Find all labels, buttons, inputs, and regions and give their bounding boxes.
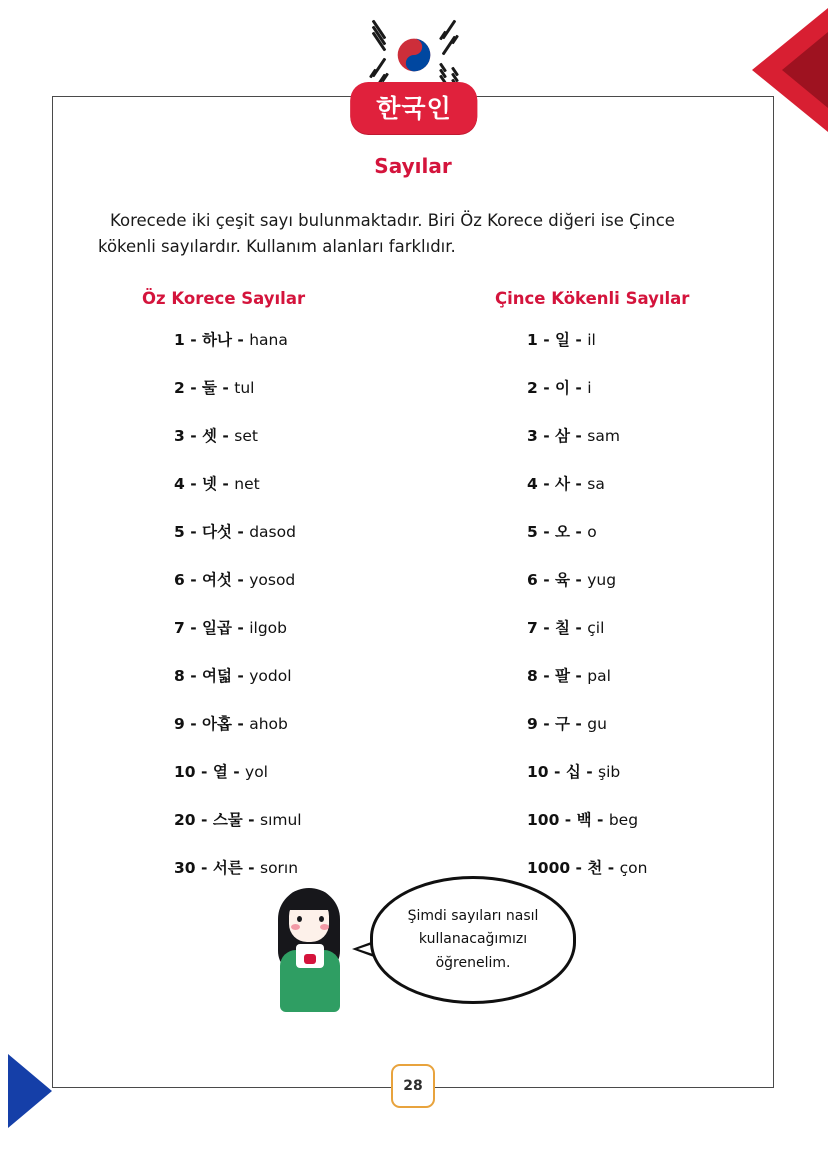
hangul-value: 셋 xyxy=(202,427,218,446)
list-item: 3 - 셋 - set xyxy=(174,427,258,446)
romanization-value: çil xyxy=(587,619,605,638)
page-number-badge: 28 xyxy=(391,1064,435,1108)
hangul-value: 백 xyxy=(576,811,592,830)
numbers-columns xyxy=(52,289,774,904)
column-heading-sino: Çince Kökenli Sayılar xyxy=(495,289,690,309)
romanization-value: dasod xyxy=(249,523,296,542)
hangul-value: 십 xyxy=(565,763,581,782)
hangul-value: 육 xyxy=(555,571,571,590)
number-value: 20 xyxy=(174,811,196,830)
list-item: 6 - 여섯 - yosod xyxy=(174,571,296,590)
number-value: 4 xyxy=(527,475,538,494)
romanization-value: set xyxy=(234,427,258,446)
number-value: 1 xyxy=(527,331,538,350)
eye-left xyxy=(297,916,302,922)
number-value: 3 xyxy=(174,427,185,446)
sino-korean-column xyxy=(433,289,724,904)
girl-character-illustration xyxy=(262,882,358,1012)
number-value: 30 xyxy=(174,859,196,878)
number-value: 7 xyxy=(174,619,185,638)
number-value: 9 xyxy=(527,715,538,734)
romanization-value: sam xyxy=(587,427,620,446)
number-value: 5 xyxy=(527,523,538,542)
list-item: 7 - 일곱 - ilgob xyxy=(174,619,287,638)
number-value: 9 xyxy=(174,715,185,734)
list-item: 1 - 일 - il xyxy=(527,331,596,350)
column-heading-native: Öz Korece Sayılar xyxy=(142,289,306,309)
romanization-value: ahob xyxy=(249,715,288,734)
number-value: 3 xyxy=(527,427,538,446)
hangul-value: 여섯 xyxy=(202,571,232,590)
romanization-value: gu xyxy=(587,715,607,734)
number-value: 5 xyxy=(174,523,185,542)
hangul-value: 일곱 xyxy=(202,619,232,638)
native-korean-column xyxy=(142,289,433,904)
hangul-value: 오 xyxy=(555,523,571,542)
list-item: 1 - 하나 - hana xyxy=(174,331,288,350)
hangul-value: 서른 xyxy=(212,859,243,878)
ribbon-shape xyxy=(304,954,316,964)
list-item: 6 - 육 - yug xyxy=(527,571,617,590)
hangul-value: 열 xyxy=(212,763,228,782)
hangul-value: 둘 xyxy=(202,379,218,398)
list-item: 1000 - 천 - çon xyxy=(527,859,648,878)
eye-right xyxy=(319,916,324,922)
hangul-value: 사 xyxy=(555,475,571,494)
header-badge: 한국인 xyxy=(350,82,477,134)
list-item: 9 - 아홉 - ahob xyxy=(174,715,288,734)
number-value: 6 xyxy=(174,571,185,590)
list-item: 10 - 십 - şib xyxy=(527,763,621,782)
number-value: 2 xyxy=(174,379,185,398)
hangul-value: 스물 xyxy=(212,811,243,830)
list-item: 2 - 둘 - tul xyxy=(174,379,255,398)
romanization-value: beg xyxy=(608,811,639,830)
page-content xyxy=(52,96,774,1094)
intro-paragraph: Korecede iki çeşit sayı bulunmaktadır. Biri Öz Korece diğeri ise Çince kökenli sayılardır. Kullanım alanları farklıdır. xyxy=(98,211,675,256)
number-value: 100 xyxy=(527,811,560,830)
list-item: 10 - 열 - yol xyxy=(174,763,268,782)
romanization-value: yug xyxy=(587,571,617,590)
list-item: 8 - 팔 - pal xyxy=(527,667,611,686)
speech-bubble-text: Şimdi sayıları nasıl kullanacağımızı öğrenelim. xyxy=(407,908,539,971)
fringe-shape xyxy=(286,890,332,910)
number-value: 4 xyxy=(174,475,185,494)
hangul-value: 다섯 xyxy=(202,523,232,542)
blue-triangle-corner xyxy=(8,1054,52,1128)
romanization-value: i xyxy=(587,379,592,398)
sino-number-list xyxy=(433,328,724,878)
list-item: 3 - 삼 - sam xyxy=(527,427,620,446)
list-item: 8 - 여덟 - yodol xyxy=(174,667,292,686)
cheek-right xyxy=(320,924,329,930)
number-value: 1 xyxy=(174,331,185,350)
romanization-value: sımul xyxy=(260,811,302,830)
list-item: 5 - 오 - o xyxy=(527,523,597,542)
list-item: 2 - 이 - i xyxy=(527,379,592,398)
hangul-value: 하나 xyxy=(202,331,232,350)
list-item: 30 - 서른 - sorın xyxy=(174,859,299,878)
list-item: 20 - 스물 - sımul xyxy=(174,811,302,830)
list-item: 7 - 칠 - çil xyxy=(527,619,605,638)
romanization-value: pal xyxy=(587,667,611,686)
hangul-value: 아홉 xyxy=(202,715,232,734)
romanization-value: yosod xyxy=(249,571,296,590)
hangul-value: 이 xyxy=(555,379,571,398)
hangul-value: 구 xyxy=(555,715,571,734)
number-value: 7 xyxy=(527,619,538,638)
romanization-value: il xyxy=(587,331,596,350)
romanization-value: sorın xyxy=(260,859,299,878)
number-value: 1000 xyxy=(527,859,571,878)
romanization-value: o xyxy=(587,523,597,542)
number-value: 2 xyxy=(527,379,538,398)
number-value: 6 xyxy=(527,571,538,590)
list-item: 5 - 다섯 - dasod xyxy=(174,523,296,542)
hangul-value: 일 xyxy=(555,331,571,350)
hangul-value: 넷 xyxy=(202,475,218,494)
romanization-value: şib xyxy=(598,763,621,782)
number-value: 8 xyxy=(174,667,185,686)
hangul-value: 천 xyxy=(587,859,603,878)
figure-area xyxy=(52,862,774,1012)
list-item: 100 - 백 - beg xyxy=(527,811,639,830)
list-item: 4 - 사 - sa xyxy=(527,475,605,494)
number-value: 10 xyxy=(527,763,549,782)
romanization-value: yodol xyxy=(249,667,292,686)
page-title: Sayılar xyxy=(374,154,452,178)
native-number-list xyxy=(142,328,433,878)
romanization-value: sa xyxy=(587,475,605,494)
romanization-value: net xyxy=(234,475,260,494)
list-item: 4 - 넷 - net xyxy=(174,475,260,494)
hangul-value: 팔 xyxy=(555,667,571,686)
romanization-value: tul xyxy=(234,379,255,398)
number-value: 10 xyxy=(174,763,196,782)
romanization-value: yol xyxy=(245,763,268,782)
romanization-value: ilgob xyxy=(249,619,287,638)
number-value: 8 xyxy=(527,667,538,686)
list-item: 9 - 구 - gu xyxy=(527,715,607,734)
romanization-value: hana xyxy=(249,331,288,350)
speech-bubble xyxy=(370,876,576,1004)
hangul-value: 칠 xyxy=(555,619,571,638)
hangul-value: 여덟 xyxy=(202,667,232,686)
cheek-left xyxy=(291,924,300,930)
romanization-value: çon xyxy=(619,859,648,878)
hangul-value: 삼 xyxy=(555,427,571,446)
